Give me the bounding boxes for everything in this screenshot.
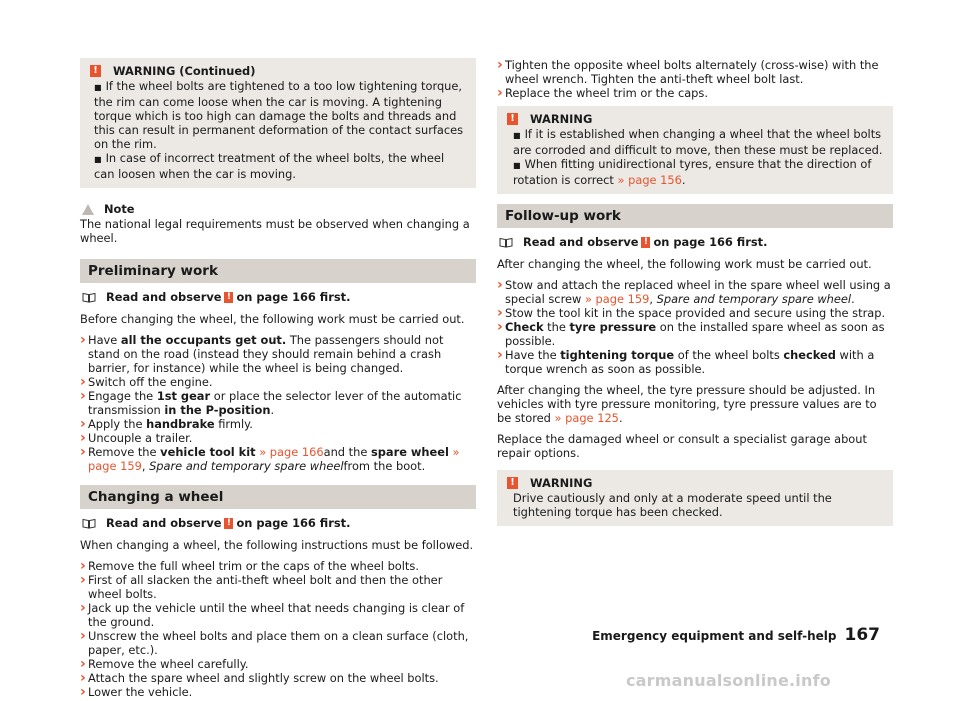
changing-step-2: › First of all slacken the anti-theft wheel bolt and then the other wheel bolts. <box>80 573 476 601</box>
spacer <box>80 473 476 485</box>
step-bold: 1st gear <box>156 389 211 403</box>
changing-step-5: › Remove the wheel carefully. <box>80 657 476 671</box>
read-observe-followup <box>497 235 893 249</box>
page-link[interactable]: » page 156 <box>617 173 682 187</box>
changing-intro: When changing a wheel, the following instructions must be followed. <box>80 538 474 552</box>
followup-step-1 <box>497 278 893 306</box>
prelim-step-6 <box>80 445 476 473</box>
section-changing-a-wheel: Changing a wheel <box>80 485 476 509</box>
note-triangle-icon <box>82 204 94 215</box>
step-text: . <box>851 292 855 306</box>
step-text: or place the selector lever of the automatic transmission <box>88 389 462 417</box>
step-bold: Check <box>505 320 544 334</box>
section-preliminary-work: Preliminary work <box>80 259 476 283</box>
left-column <box>80 58 476 699</box>
step-text: Have <box>88 333 121 347</box>
followup-step-4 <box>497 348 893 376</box>
note-title: Note <box>104 202 135 216</box>
step-bold: spare wheel <box>370 445 449 459</box>
warning-title: WARNING <box>530 112 593 126</box>
read-observe-followup-pre: Read and observe <box>523 235 639 249</box>
read-observe-prelim-pre: Read and observe <box>106 290 222 304</box>
step-bold: tightening torque <box>560 348 675 362</box>
followup-step-3 <box>497 320 893 348</box>
page-link[interactable]: » page 159 <box>584 292 650 306</box>
prelim-step-5: › Uncouple a trailer. <box>80 431 476 445</box>
warning-1-text-1: ■ If it is established when changing a wheel that the wheel bolts are corroded and difficult to move, then these must be replaced. <box>505 127 885 157</box>
book-icon <box>82 292 96 303</box>
prelim-step-2: › Switch off the engine. <box>80 375 476 389</box>
watermark: carmanualsonline.info <box>626 671 831 690</box>
step-bold: vehicle tool kit <box>160 445 256 459</box>
warning-header <box>505 112 885 126</box>
changing-step-8: › Tighten the opposite wheel bolts alternately (cross-wise) with the wheel wrench. Tighten the anti-theft wheel bolt last. <box>497 58 893 86</box>
followup-tyre-pressure-text <box>497 383 893 425</box>
note-text: The national legal requirements must be observed when changing a wheel. <box>80 217 470 245</box>
step-text: of the wheel bolts <box>674 348 784 362</box>
right-column <box>497 58 893 540</box>
note-header <box>80 202 476 216</box>
step-text: with a torque wrench as soon as possible. <box>505 348 875 376</box>
warning-continued-header <box>88 64 468 78</box>
changing-step-7: › Lower the vehicle. <box>80 685 476 699</box>
step-bold: checked <box>783 348 836 362</box>
para-text: . <box>618 411 623 425</box>
prelim-step-4 <box>80 417 476 431</box>
page-number: 167 <box>844 625 880 645</box>
read-observe-changing-post: on page 166 first. <box>236 516 351 530</box>
step-text: and the <box>323 445 371 459</box>
section-follow-up-work: Follow-up work <box>497 204 893 228</box>
warning-2-text: Drive cautiously and only at a moderate speed until the tightening torque has been checked. <box>513 491 832 519</box>
warning-box-2 <box>497 470 893 526</box>
read-observe-changing-pre: Read and observe <box>106 516 222 530</box>
book-icon <box>82 518 96 529</box>
prelim-intro: Before changing the wheel, the following work must be carried out. <box>80 312 465 326</box>
step-text: The passengers should not stand on the road (instead they should remain behind a crash barrier, for instance) while the wheel is being changed. <box>88 333 444 375</box>
step-text: on the installed spare wheel as soon as possible. <box>505 320 885 348</box>
followup-intro: After changing the wheel, the following work must be carried out. <box>497 257 872 271</box>
step-text: from the boot. <box>343 459 426 473</box>
read-observe-changing <box>80 516 476 530</box>
page-footer <box>592 625 880 645</box>
step-text: firmly. <box>214 417 253 431</box>
page-link[interactable]: » page 166 <box>259 445 324 459</box>
warning-box-1 <box>497 106 893 194</box>
warning-continued-title: WARNING (Continued) <box>113 64 256 78</box>
page-link[interactable]: » page 159 <box>88 445 460 473</box>
step-text: , <box>141 459 146 473</box>
warning-icon: ! <box>90 65 101 77</box>
step-bold: handbrake <box>146 417 215 431</box>
warning-continued-text-1: ■ If the wheel bolts are tightened to a too low tightening torque, the rim can come loose when the car is moving. A tightening torque which is too high can damage the bolts and threads and this can result in permanent deformation of the contact surfaces on the rim. <box>88 79 468 151</box>
read-observe-prelim-post: on page 166 first. <box>236 290 351 304</box>
book-icon <box>499 237 513 248</box>
changing-step-6: › Attach the spare wheel and slightly screw on the wheel bolts. <box>80 671 476 685</box>
prelim-step-3 <box>80 389 476 417</box>
warning-text: . <box>681 173 686 187</box>
warning-icon: ! <box>224 518 233 529</box>
prelim-step-1 <box>80 333 476 375</box>
changing-step-1: › Remove the full wheel trim or the caps of the wheel bolts. <box>80 559 476 573</box>
step-bold: tyre pressure <box>569 320 657 334</box>
step-bold: in the P-position <box>164 403 271 417</box>
warning-continued-text-2: ■ In case of incorrect treatment of the wheel bolts, the wheel can loosen when the car is moving. <box>88 151 468 181</box>
warning-header <box>505 476 885 490</box>
changing-step-9: › Replace the wheel trim or the caps. <box>497 86 893 100</box>
step-text: . <box>270 403 275 417</box>
step-text: the <box>543 320 570 334</box>
step-italic: Spare and temporary spare wheel <box>149 459 344 473</box>
warning-title: WARNING <box>530 476 593 490</box>
warning-continued-box <box>80 58 476 188</box>
followup-step-2: › Stow the tool kit in the space provided and secure using the strap. <box>497 306 893 320</box>
followup-replace-text: Replace the damaged wheel or consult a specialist garage about repair options. <box>497 432 867 460</box>
step-text: Have the <box>505 348 561 362</box>
step-text: Stow and attach the replaced wheel in the spare wheel well using a special screw <box>505 278 891 306</box>
warning-icon: ! <box>507 477 518 489</box>
read-observe-prelim <box>80 290 476 304</box>
step-text: Apply the <box>88 417 147 431</box>
step-bold: all the occupants get out. <box>120 333 287 347</box>
step-text: Engage the <box>88 389 157 403</box>
changing-step-4: › Unscrew the wheel bolts and place them on a clean surface (cloth, paper, etc.). <box>80 629 476 657</box>
step-text: , <box>649 292 657 306</box>
footer-chapter-title: Emergency equipment and self-help <box>592 629 837 643</box>
warning-icon: ! <box>641 237 650 248</box>
read-observe-followup-post: on page 166 first. <box>653 235 768 249</box>
para-text: After changing the wheel, the tyre pressure should be adjusted. In vehicles with tyre pressure monitoring, tyre pressure values are to be stored <box>497 383 877 425</box>
page-link[interactable]: » page 125 <box>554 411 619 425</box>
warning-icon: ! <box>507 113 518 125</box>
step-italic: Spare and temporary spare wheel <box>656 292 852 306</box>
warning-1-text-2 <box>505 157 885 187</box>
changing-step-3: › Jack up the vehicle until the wheel that needs changing is clear of the ground. <box>80 601 476 629</box>
warning-icon: ! <box>224 292 233 303</box>
step-text: Remove the <box>88 445 161 459</box>
warning-text: When fitting unidirectional tyres, ensure that the direction of rotation is correct <box>513 157 872 187</box>
